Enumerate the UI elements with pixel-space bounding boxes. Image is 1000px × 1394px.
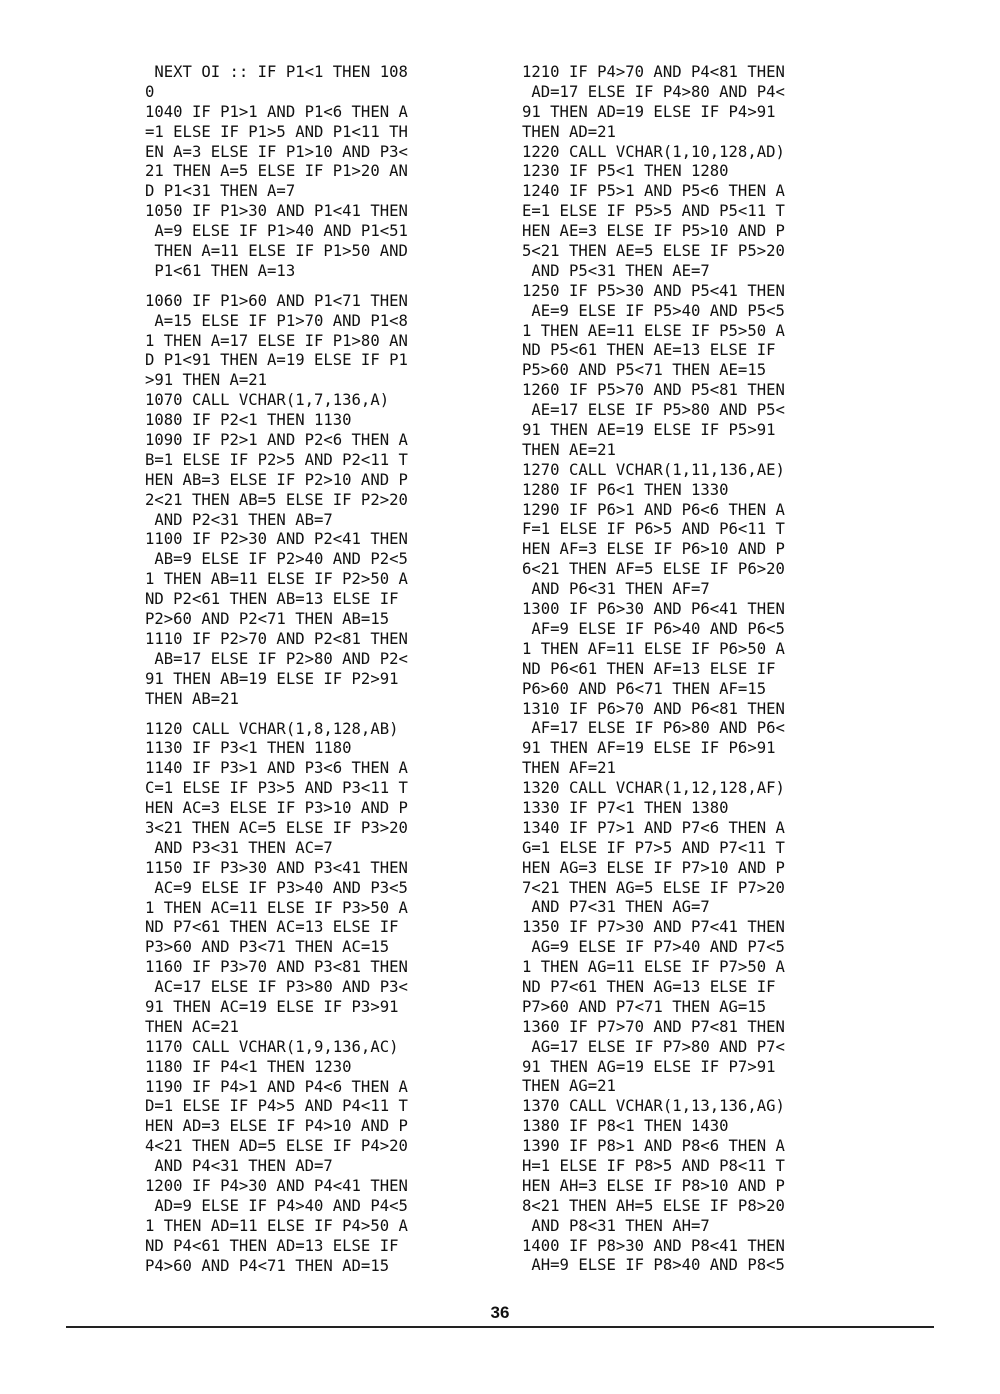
code-line: 1230 IF P5<1 THEN 1280 <box>522 162 729 181</box>
code-line: 1140 IF P3>1 AND P3<6 THEN A <box>145 759 408 778</box>
code-line: =1 ELSE IF P1>5 AND P1<11 TH <box>145 122 408 141</box>
code-line: NEXT OI :: IF P1<1 THEN 108 <box>145 63 408 81</box>
code-line: 1 THEN AG=11 ELSE IF P7>50 A <box>522 958 785 977</box>
code-line: P3>60 AND P3<71 THEN AC=15 <box>145 938 390 957</box>
code-line: 1240 IF P5>1 AND P5<6 THEN A <box>522 182 785 201</box>
code-line: AB=9 ELSE IF P2>40 AND P2<5 <box>145 550 408 569</box>
code-line: 1 THEN A=17 ELSE IF P1>80 AN <box>145 331 408 350</box>
code-line: 1080 IF P2<1 THEN 1130 <box>145 411 352 430</box>
code-line: HEN AB=3 ELSE IF P2>10 AND P <box>145 470 408 489</box>
code-line: THEN AF=21 <box>522 759 616 778</box>
code-line: 1040 IF P1>1 AND P1<6 THEN A <box>145 102 408 121</box>
code-line: E=1 ELSE IF P5>5 AND P5<11 T <box>522 202 785 221</box>
code-line: HEN AD=3 ELSE IF P4>10 AND P <box>145 1117 408 1136</box>
code-line: P7>60 AND P7<71 THEN AG=15 <box>522 997 767 1016</box>
code-line: AC=9 ELSE IF P3>40 AND P3<5 <box>145 878 408 897</box>
code-line: 1270 CALL VCHAR(1,11,136,AE) <box>522 460 785 479</box>
code-line: 4<21 THEN AD=5 ELSE IF P4>20 <box>145 1137 408 1156</box>
code-line: HEN AG=3 ELSE IF P7>10 AND P <box>522 858 785 877</box>
code-line: P5>60 AND P5<71 THEN AE=15 <box>522 361 767 380</box>
code-line: 1 THEN AD=11 ELSE IF P4>50 A <box>145 1216 408 1235</box>
code-line: THEN A=11 ELSE IF P1>50 AND <box>145 242 408 261</box>
code-line: ND P7<61 THEN AC=13 ELSE IF <box>145 918 399 937</box>
code-line: THEN AE=21 <box>522 440 616 459</box>
code-line: 1190 IF P4>1 AND P4<6 THEN A <box>145 1077 408 1096</box>
code-line: 91 THEN AD=19 ELSE IF P4>91 <box>522 102 776 121</box>
code-line: 1360 IF P7>70 AND P7<81 THEN <box>522 1017 785 1036</box>
code-line: AB=17 ELSE IF P2>80 AND P2< <box>145 649 408 668</box>
code-line: AND P8<31 THEN AH=7 <box>522 1216 710 1235</box>
code-line: D P1<31 THEN A=7 <box>145 182 296 201</box>
code-line: A=9 ELSE IF P1>40 AND P1<51 <box>145 222 408 241</box>
paragraph-gap <box>145 282 505 292</box>
code-line: AND P6<31 THEN AF=7 <box>522 580 710 599</box>
code-line: 1320 CALL VCHAR(1,12,128,AF) <box>522 779 785 798</box>
code-line: 1130 IF P3<1 THEN 1180 <box>145 739 352 758</box>
code-line: ND P7<61 THEN AG=13 ELSE IF <box>522 977 776 996</box>
code-line: AF=9 ELSE IF P6>40 AND P6<5 <box>522 619 785 638</box>
code-line: D P1<91 THEN A=19 ELSE IF P1 <box>145 351 408 370</box>
code-line: 1110 IF P2>70 AND P2<81 THEN <box>145 629 408 648</box>
code-line: 0 <box>145 82 155 101</box>
code-line: AND P3<31 THEN AC=7 <box>145 838 333 857</box>
code-line: 1180 IF P4<1 THEN 1230 <box>145 1057 352 1076</box>
code-line: 2<21 THEN AB=5 ELSE IF P2>20 <box>145 490 408 509</box>
footer-rule <box>66 1326 934 1328</box>
code-line: G=1 ELSE IF P7>5 AND P7<11 T <box>522 838 785 857</box>
code-line: HEN AE=3 ELSE IF P5>10 AND P <box>522 222 785 241</box>
code-line: 1220 CALL VCHAR(1,10,128,AD) <box>522 142 785 161</box>
code-line: F=1 ELSE IF P6>5 AND P6<11 T <box>522 520 785 539</box>
code-line: EN A=3 ELSE IF P1>10 AND P3< <box>145 142 408 161</box>
code-line: AE=9 ELSE IF P5>40 AND P5<5 <box>522 301 785 320</box>
code-line: AD=9 ELSE IF P4>40 AND P4<5 <box>145 1196 408 1215</box>
code-line: 5<21 THEN AE=5 ELSE IF P5>20 <box>522 242 785 261</box>
code-line: ND P4<61 THEN AD=13 ELSE IF <box>145 1236 399 1255</box>
code-line: HEN AH=3 ELSE IF P8>10 AND P <box>522 1176 785 1195</box>
code-line: 1160 IF P3>70 AND P3<81 THEN <box>145 958 408 977</box>
code-line: 1390 IF P8>1 AND P8<6 THEN A <box>522 1137 785 1156</box>
code-line: 1 THEN AE=11 ELSE IF P5>50 A <box>522 321 785 340</box>
code-line: P1<61 THEN A=13 <box>145 261 296 280</box>
code-line: P4>60 AND P4<71 THEN AD=15 <box>145 1256 390 1275</box>
code-line: 8<21 THEN AH=5 ELSE IF P8>20 <box>522 1196 785 1215</box>
code-line: 1120 CALL VCHAR(1,8,128,AB) <box>145 719 399 738</box>
code-line: 3<21 THEN AC=5 ELSE IF P3>20 <box>145 818 408 837</box>
code-line: AND P5<31 THEN AE=7 <box>522 261 710 280</box>
code-line: 91 THEN AG=19 ELSE IF P7>91 <box>522 1057 776 1076</box>
left-code-column <box>145 63 505 1276</box>
code-line: P2>60 AND P2<71 THEN AB=15 <box>145 610 390 629</box>
code-line: 91 THEN AC=19 ELSE IF P3>91 <box>145 997 399 1016</box>
code-line: 1210 IF P4>70 AND P4<81 THEN <box>522 63 785 81</box>
code-line: AH=9 ELSE IF P8>40 AND P8<5 <box>522 1256 785 1275</box>
code-line: C=1 ELSE IF P3>5 AND P3<11 T <box>145 779 408 798</box>
code-line: 7<21 THEN AG=5 ELSE IF P7>20 <box>522 878 785 897</box>
right-code-column <box>522 63 882 1276</box>
code-line: 1060 IF P1>60 AND P1<71 THEN <box>145 291 408 310</box>
code-line: 1280 IF P6<1 THEN 1330 <box>522 480 729 499</box>
code-line: 91 THEN AB=19 ELSE IF P2>91 <box>145 669 399 688</box>
code-line: 1290 IF P6>1 AND P6<6 THEN A <box>522 500 785 519</box>
code-line: THEN AD=21 <box>522 122 616 141</box>
code-line: AND P7<31 THEN AG=7 <box>522 898 710 917</box>
code-line: 1090 IF P2>1 AND P2<6 THEN A <box>145 431 408 450</box>
code-line: 6<21 THEN AF=5 ELSE IF P6>20 <box>522 560 785 579</box>
code-line: 1050 IF P1>30 AND P1<41 THEN <box>145 202 408 221</box>
code-line: HEN AF=3 ELSE IF P6>10 AND P <box>522 540 785 559</box>
code-line: AF=17 ELSE IF P6>80 AND P6< <box>522 719 785 738</box>
code-line: 1340 IF P7>1 AND P7<6 THEN A <box>522 818 785 837</box>
code-line: A=15 ELSE IF P1>70 AND P1<8 <box>145 311 408 330</box>
code-line: ND P2<61 THEN AB=13 ELSE IF <box>145 590 399 609</box>
code-line: THEN AB=21 <box>145 689 239 708</box>
code-line: 1250 IF P5>30 AND P5<41 THEN <box>522 281 785 300</box>
code-line: ND P5<61 THEN AE=13 ELSE IF <box>522 341 776 360</box>
code-line: 1300 IF P6>30 AND P6<41 THEN <box>522 600 785 619</box>
code-line: AND P2<31 THEN AB=7 <box>145 510 333 529</box>
code-line: 1150 IF P3>30 AND P3<41 THEN <box>145 858 408 877</box>
code-line: 1350 IF P7>30 AND P7<41 THEN <box>522 918 785 937</box>
code-line: 1 THEN AB=11 ELSE IF P2>50 A <box>145 570 408 589</box>
code-line: 1070 CALL VCHAR(1,7,136,A) <box>145 391 390 410</box>
code-line: >91 THEN A=21 <box>145 371 268 390</box>
code-line: 1200 IF P4>30 AND P4<41 THEN <box>145 1176 408 1195</box>
code-line: 21 THEN A=5 ELSE IF P1>20 AN <box>145 162 408 181</box>
code-line: 1400 IF P8>30 AND P8<41 THEN <box>522 1236 785 1255</box>
code-line: 91 THEN AF=19 ELSE IF P6>91 <box>522 739 776 758</box>
code-line: AE=17 ELSE IF P5>80 AND P5< <box>522 401 785 420</box>
page-number: 36 <box>490 1303 510 1322</box>
code-line: B=1 ELSE IF P2>5 AND P2<11 T <box>145 450 408 469</box>
code-line: 1 THEN AF=11 ELSE IF P6>50 A <box>522 639 785 658</box>
code-line: HEN AC=3 ELSE IF P3>10 AND P <box>145 799 408 818</box>
paragraph-gap <box>145 710 505 720</box>
code-line: AND P4<31 THEN AD=7 <box>145 1157 333 1176</box>
code-line: 1310 IF P6>70 AND P6<81 THEN <box>522 699 785 718</box>
code-line: THEN AC=21 <box>145 1017 239 1036</box>
code-line: THEN AG=21 <box>522 1077 616 1096</box>
code-line: AD=17 ELSE IF P4>80 AND P4< <box>522 82 785 101</box>
code-line: D=1 ELSE IF P4>5 AND P4<11 T <box>145 1097 408 1116</box>
code-line: AG=9 ELSE IF P7>40 AND P7<5 <box>522 938 785 957</box>
code-line: AC=17 ELSE IF P3>80 AND P3< <box>145 978 408 997</box>
code-line: 1170 CALL VCHAR(1,9,136,AC) <box>145 1037 399 1056</box>
code-line: ND P6<61 THEN AF=13 ELSE IF <box>522 659 776 678</box>
code-line: 1330 IF P7<1 THEN 1380 <box>522 798 729 817</box>
code-line: 1370 CALL VCHAR(1,13,136,AG) <box>522 1097 785 1116</box>
code-line: 91 THEN AE=19 ELSE IF P5>91 <box>522 421 776 440</box>
code-line: P6>60 AND P6<71 THEN AF=15 <box>522 679 767 698</box>
code-line: H=1 ELSE IF P8>5 AND P8<11 T <box>522 1156 785 1175</box>
code-line: 1260 IF P5>70 AND P5<81 THEN <box>522 381 785 400</box>
code-line: 1100 IF P2>30 AND P2<41 THEN <box>145 530 408 549</box>
code-line: AG=17 ELSE IF P7>80 AND P7< <box>522 1037 785 1056</box>
code-line: 1 THEN AC=11 ELSE IF P3>50 A <box>145 898 408 917</box>
code-line: 1380 IF P8<1 THEN 1430 <box>522 1117 729 1136</box>
